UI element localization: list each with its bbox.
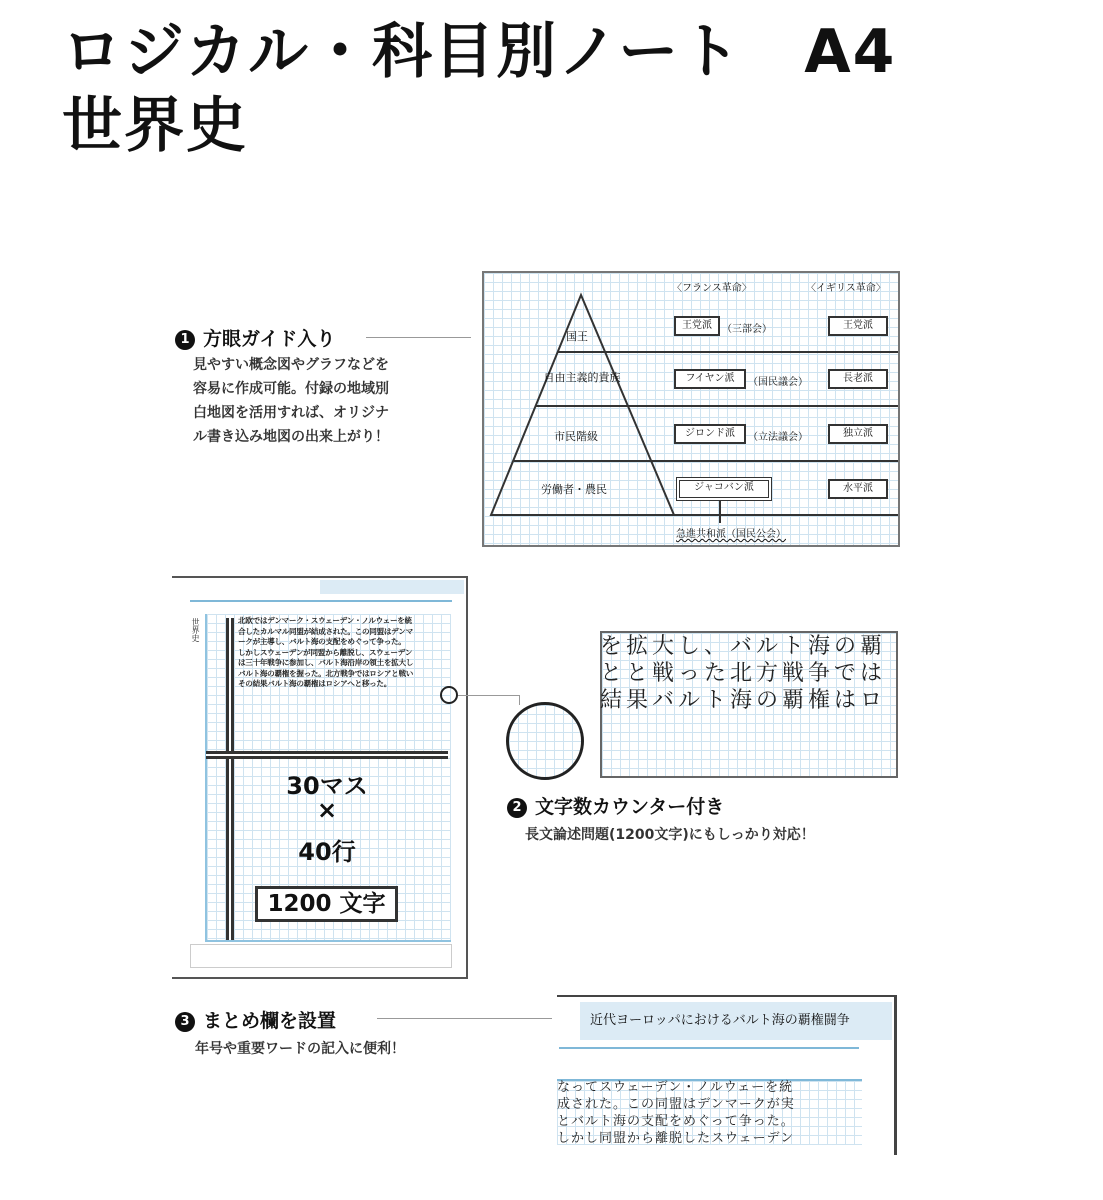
columns-label: 30マス: [286, 772, 368, 800]
summary-sample: [557, 995, 897, 1155]
summary-handwriting: [557, 1079, 862, 1145]
summary-rule: [559, 1047, 859, 1049]
magnified-circle: [506, 702, 584, 780]
summary-title: 近代ヨーロッパにおけるバルト海の覇権闘争: [580, 1002, 892, 1040]
header-band: [320, 580, 464, 594]
desc-line: ル書き込み地図の出来上がり！: [193, 429, 389, 445]
magnified-writing: [600, 631, 898, 778]
handwriting-line: しかしスウェーデンが同盟から離脱し、スウェーデン: [238, 647, 413, 657]
handwriting-line: 合したカルマル同盟が結成された。この同盟はデンマ: [238, 626, 413, 636]
number-badge: 1: [175, 330, 195, 350]
handwriting-line: 成された。この同盟はデンマークが実: [557, 1097, 795, 1112]
desc-line: 容易に作成可能。付録の地域別: [193, 381, 389, 397]
france-faction: 王党派: [674, 316, 720, 336]
rows-label: 40行: [298, 838, 356, 866]
handwriting-line: は三十年戦争に参加し、バルト海沿岸の領土を拡大し: [238, 658, 414, 667]
leader-line: [366, 337, 471, 338]
number-badge: 3: [175, 1012, 195, 1032]
pyramid-lines: [484, 273, 898, 545]
total-characters: 1200 文字: [255, 886, 398, 922]
handwriting-line: バルト海の覇権を握った。北方戦争ではロシアと戦い: [238, 668, 414, 678]
france-faction: ジャコバン派: [676, 477, 772, 501]
pyramid-figure: [482, 271, 900, 547]
margin-label: 世界史: [191, 618, 200, 642]
pyramid-level: 自由主義的貴族: [543, 371, 621, 384]
france-faction: フイヤン派: [674, 369, 746, 389]
handwriting-line: 結果バルト海の覇権はロ: [600, 688, 887, 713]
number-badge: 2: [507, 798, 527, 818]
feature3-description: 年号や重要ワードの記入に便利！: [195, 1041, 405, 1057]
france-assembly: （立法議会）: [748, 432, 808, 443]
leader-line: [519, 695, 520, 705]
handwriting-line: なってスウェーデン・ノルウェーを統: [557, 1080, 794, 1095]
counter-marker-circle: [440, 686, 458, 704]
handwriting-block: [238, 616, 450, 690]
desc-line: 白地図を活用すれば、オリジナ: [193, 405, 389, 421]
notebook-page: [172, 576, 468, 979]
handwriting-line: を拡大し、バルト海の覇: [600, 634, 887, 659]
feature2-description: 長文論述問題(1200文字)にもしっかり対応！: [525, 827, 815, 843]
desc-line: 見やすい概念図やグラフなどを: [193, 357, 389, 373]
france-assembly: （国民議会）: [748, 377, 808, 388]
pyramid-level: 市民階級: [554, 430, 598, 443]
feature1-description: [193, 353, 389, 449]
handwriting-line: とと戦った北方戦争では: [600, 661, 887, 686]
feature3-title: まとめ欄を設置: [203, 1010, 337, 1032]
handwriting-line: ークが主導し、バルト海の支配をめぐって争った。: [238, 637, 406, 646]
times-sign: ×: [316, 796, 338, 824]
page-title: ロジカル・科目別ノート A4: [62, 17, 897, 87]
feature1-heading: [175, 324, 335, 351]
bottom-note: 急進共和派（国民公会）: [676, 529, 786, 540]
leader-line: [377, 1018, 552, 1019]
header-rule: [190, 600, 452, 602]
england-faction: 水平派: [828, 479, 888, 499]
handwriting-line: しかし同盟から離脱したスウェーデン: [557, 1131, 795, 1145]
handwriting-line: 北欧ではデンマーク・スウェーデン・ノルウェーを統: [238, 616, 412, 625]
france-faction: ジロンド派: [674, 424, 746, 444]
summary-field: [190, 944, 452, 968]
pyramid-level: 国王: [566, 330, 588, 343]
handwriting-line: その結果バルト海の覇権はロシアへと移った。: [238, 679, 392, 688]
england-faction: 長老派: [828, 369, 888, 389]
pyramid-level: 労働者・農民: [541, 483, 607, 496]
feature3-heading: [175, 1006, 336, 1033]
handwriting-line: とバルト海の支配をめぐって争った。: [557, 1114, 795, 1129]
header-england: 〈イギリス革命〉: [806, 283, 886, 294]
header-france: 〈フランス革命〉: [672, 283, 752, 294]
england-faction: 独立派: [828, 424, 888, 444]
columns-arrow: [206, 751, 448, 759]
france-assembly: （三部会）: [722, 324, 772, 335]
feature1-title: 方眼ガイド入り: [203, 328, 336, 350]
england-faction: 王党派: [828, 316, 888, 336]
page-subtitle: 世界史: [62, 91, 248, 161]
feature2-title: 文字数カウンター付き: [535, 796, 725, 818]
feature2-heading: [507, 792, 724, 819]
leader-line: [458, 695, 520, 696]
